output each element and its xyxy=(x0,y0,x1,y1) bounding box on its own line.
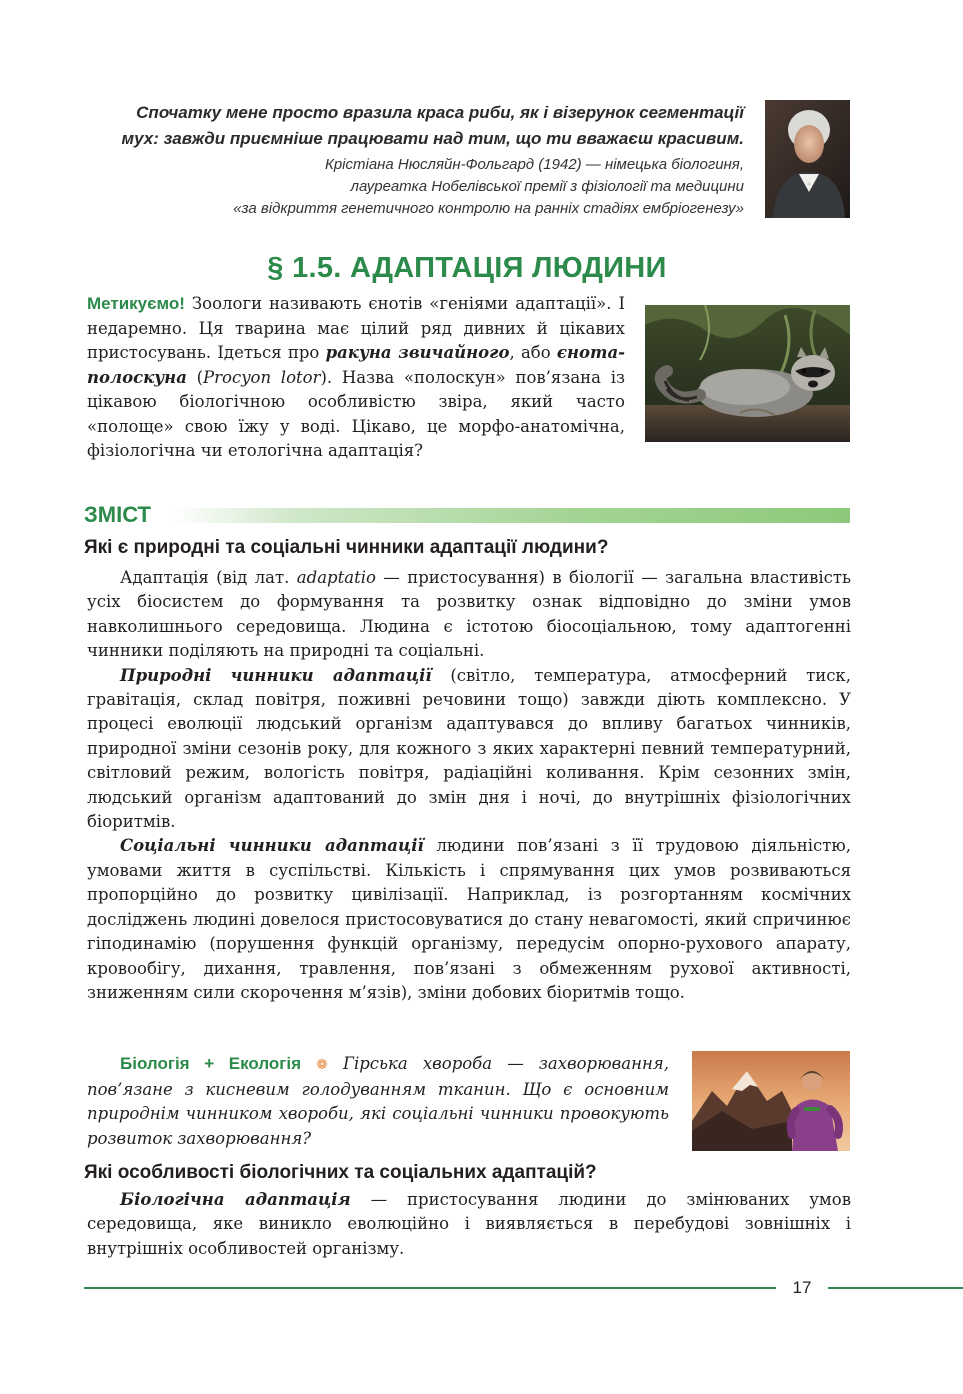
intro-latin-name: Procyon lotor xyxy=(203,367,321,387)
intro-lead: Метикуємо! xyxy=(87,294,185,313)
footer-rule-right xyxy=(828,1287,963,1289)
s2p1-text: — пристосування людини до змінюваних умов середовища, яке виникло еволюційно і виявляється в перебудові зовнішніх і внутрішніх особливостей організму. xyxy=(87,1190,851,1258)
s1p3-text: людини пов’язані з її трудовою діяльністю, умовами життя в суспільстві. Кількість і спрямування цих умов розвиваються пропорційно до розвитку цивілізації. Наприклад, із розгортанням космічних досліджень людині довелося пристосовуватися до стану невагомості, який спричинює гіподинамію (порушення функцій організму, передусім опорно-рухового апарату, кровообігу, дихання, травлення, пов’язані з обмеженням рухової активності, зниженням сили скорочення м’язів), зміни добових біоритмів тощо. xyxy=(87,836,851,1002)
intro-term-2: єнота-полоскуна xyxy=(87,343,625,387)
section1-heading: Які є природні та соціальні чинники адаптації людини? xyxy=(84,537,609,558)
section2-heading: Які особливості біологічних та соціальних адаптацій? xyxy=(84,1162,597,1183)
sun-icon: ❁ xyxy=(316,1057,328,1073)
epigraph-author-line-1: Крістіана Нюсляйн-Фольгард (1942) — німецька біологиня, xyxy=(324,156,744,173)
section-bar xyxy=(84,502,850,527)
section-bar-gradient xyxy=(174,508,850,523)
epigraph-quote-line-2: мух: завжди приємніше працювати над тим, що ти вважаєш красивим. xyxy=(121,129,744,148)
epigraph-author-line-3: «за відкриття генетичного контролю на ранніх стадіях ембріогенезу» xyxy=(233,200,744,217)
portrait-photo xyxy=(765,100,850,218)
climber-photo xyxy=(692,1051,850,1151)
section-bar-label: ЗМІСТ xyxy=(84,502,157,528)
epigraph-quote-line-1: Спочатку мене просто вразила краса риби, як і візерунок сегментації xyxy=(136,103,744,122)
biology-ecology-tag: Біологія + Екологія xyxy=(120,1054,302,1073)
section1-paragraph-2 xyxy=(87,664,851,835)
epigraph-author-line-2: лауреатка Нобелівської премії з фізіології та медицини xyxy=(350,178,744,195)
s1p1-latin: adaptatio xyxy=(296,568,376,587)
intro-text-1: Зоологи називають єнотів «геніями адаптації». І недаремно. Ця тварина має цілий ряд дивних й цікавих пристосувань. Ідеться про xyxy=(87,294,625,362)
s1p1-text-b: — пристосування) в біології — загальна властивість усіх біосистем до формування та розвитку ознак відповідно до зміни умов навколишнього середовища. Людина є істотою біосоціальною, тому адаптогенні чинники поділяють на природні та соціальні. xyxy=(87,568,851,661)
footer-rule-left xyxy=(84,1287,776,1289)
biology-ecology-note xyxy=(87,1052,669,1151)
s1p2-term: Природні чинники адаптації xyxy=(120,665,432,685)
s1p3-term: Соціальні чинники адаптації xyxy=(120,836,424,856)
section1-paragraph-1 xyxy=(87,566,851,664)
s1p2-text: (світло, температура, атмосферний тиск, гравітація, склад повітря, поживні речовини тощо) завжди діють комплексно. У процесі еволюції людський організм адаптувався до впливу багатьох чинників, природної зміни сезонів року, для кожного з яких характерні певний температурний, світловий режим, вологість повітря, радіаційні коливання. Крім сезонних змін, людський організм адаптований до змін дня і ночі, до внутрішніх фізіологічних біоритмів. xyxy=(87,665,851,832)
raccoon-photo xyxy=(645,305,850,442)
biology-ecology-text: Гірська хвороба — захворювання, пов’язане з кисневим голодуванням тканин. Що є основним природнім чинником хвороби, які соціальні чинники провокують розвиток захворювання? xyxy=(87,1054,669,1148)
section2-paragraph-1 xyxy=(87,1188,851,1261)
epigraph xyxy=(84,100,744,220)
intro-term-1: ракуна звичайного xyxy=(325,343,510,362)
section1-paragraph-3 xyxy=(87,834,851,1005)
intro-paragraph xyxy=(87,292,625,464)
page-title: § 1.5. АДАПТАЦІЯ ЛЮДИНИ xyxy=(267,252,667,284)
intro-text-3: ( xyxy=(186,367,204,387)
s1p1-text-a: Адаптація (від лат. xyxy=(120,568,297,587)
intro-text-4: ). Назва «полоскун» пов’язана із цікавою біологічною особливістю звіра, який часто «полоще» свою їжу у воді. Цікаво, це морфо-анатомічна, фізіологічна чи етологічна адаптація? xyxy=(87,367,625,460)
section1-body xyxy=(87,566,851,1005)
s2p1-term: Біологічна адаптація xyxy=(120,1190,351,1209)
page-number: 17 xyxy=(792,1278,812,1297)
section2-body xyxy=(87,1188,851,1261)
intro-text-2: , або xyxy=(509,343,557,362)
